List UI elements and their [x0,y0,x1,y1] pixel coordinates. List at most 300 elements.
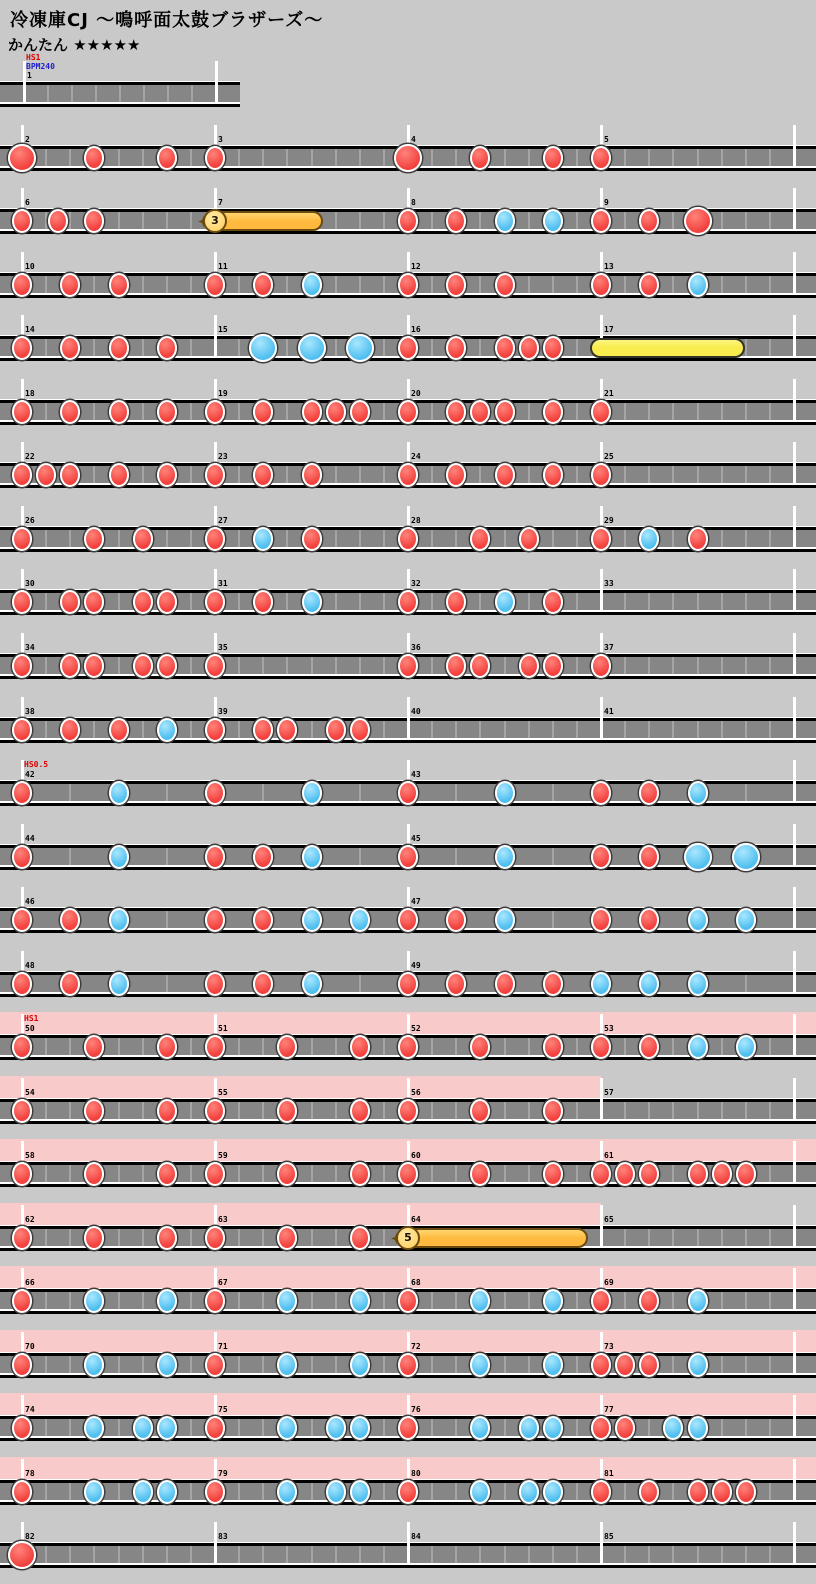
beat-gridline [238,403,240,420]
note-ka [495,590,515,614]
beat-gridline [286,466,288,483]
beat-gridline [672,1292,674,1309]
beat-gridline [69,1102,71,1119]
beat-gridline [238,1292,240,1309]
measure-number: 20 [411,389,421,398]
beat-gridline [383,403,385,420]
note-don [109,273,129,297]
note-don [84,1226,104,1250]
measure-lane [0,780,816,806]
beat-gridline [697,593,699,610]
beat-gridline [383,1356,385,1373]
beat-gridline [769,1356,771,1373]
note-don [736,1162,756,1186]
measure-number: 55 [218,1088,228,1097]
measure-line [600,697,603,740]
song-title: 冷凍庫CJ ～鳴呼面太鼓ブラザーズ～ [10,10,324,31]
beat-gridline [118,657,120,674]
note-don [60,336,80,360]
beat-gridline [93,276,95,293]
note-don [205,972,225,996]
note-don [446,273,466,297]
beat-gridline [504,1292,506,1309]
beat-gridline [45,593,47,610]
beat-gridline [142,1038,144,1055]
beat-gridline [335,339,337,356]
beat-gridline [769,1483,771,1500]
beat-gridline [286,149,288,166]
beat-gridline [528,721,530,738]
beat-gridline [166,784,168,801]
note-don [591,1353,611,1377]
note-don [398,908,418,932]
measure-lane [0,335,816,361]
note-don [446,590,466,614]
note-don [398,1162,418,1186]
beat-gridline [648,1102,650,1119]
note-don [591,527,611,551]
note-don [157,146,177,170]
beat-gridline [745,276,747,293]
note-ka [470,1480,490,1504]
beat-gridline [286,1546,288,1563]
measure-lane [0,844,816,870]
beat-gridline [190,1292,192,1309]
beat-gridline [311,1546,313,1563]
beat-gridline [479,721,481,738]
measure-number: 28 [411,516,421,525]
beat-gridline [45,1292,47,1309]
measure-line [793,1522,796,1565]
beat-gridline [69,848,71,865]
note-ka [350,1353,370,1377]
note-don [205,1099,225,1123]
beat-gridline [45,1483,47,1500]
note-don [157,1099,177,1123]
beat-gridline [576,1483,578,1500]
beat-gridline [479,212,481,229]
beat-gridline [745,466,747,483]
beat-gridline [359,975,361,992]
note-don [543,972,563,996]
beat-gridline [118,149,120,166]
beat-gridline [262,1419,264,1436]
beat-gridline [238,721,240,738]
note-don [12,590,32,614]
beat-gridline [166,276,168,293]
beat-gridline [528,1292,530,1309]
beat-gridline [142,339,144,356]
note-ka [109,972,129,996]
note-don [205,1035,225,1059]
measure-line [600,1078,603,1121]
beat-gridline [383,1102,385,1119]
beat-gridline [190,1419,192,1436]
measure-number: 59 [218,1151,228,1160]
beat-gridline [383,530,385,547]
measure-line [793,442,796,485]
note-don [277,1226,297,1250]
beat-gridline [528,1102,530,1119]
note-don [543,400,563,424]
beat-gridline [672,1483,674,1500]
note-don [84,527,104,551]
beat-gridline [504,530,506,547]
note-don [446,209,466,233]
beat-gridline [576,466,578,483]
measure-line [600,1205,603,1248]
beat-gridline [576,721,578,738]
note-don [12,1162,32,1186]
balloon-count: 3 [203,209,227,233]
beat-gridline [745,593,747,610]
note-ka [688,781,708,805]
beat-gridline [745,657,747,674]
beat-gridline [721,466,723,483]
note-don [398,590,418,614]
beat-gridline [167,85,169,102]
hs-label: HS1 [26,53,41,62]
note-ka [470,1416,490,1440]
measure-number: 2 [25,135,30,144]
measure-number: 16 [411,325,421,334]
note-don [253,463,273,487]
note-don [253,845,273,869]
beat-gridline [576,657,578,674]
beat-gridline [624,466,626,483]
measure-number: 1 [27,71,32,80]
note-ka [109,781,129,805]
note-don [543,336,563,360]
note-don [12,1353,32,1377]
note-don [60,972,80,996]
measure-number: 30 [25,579,35,588]
note-don [205,1480,225,1504]
beat-gridline [769,339,771,356]
beat-gridline [311,1102,313,1119]
note-don [60,718,80,742]
note-ka [663,1416,683,1440]
note-don [470,146,490,170]
note-don [36,463,56,487]
note-don [60,463,80,487]
beat-gridline [335,1165,337,1182]
note-don [205,781,225,805]
note-don [205,400,225,424]
measure-number: 52 [411,1024,421,1033]
beat-gridline [697,1546,699,1563]
beat-gridline [119,85,121,102]
note-ka [519,1480,539,1504]
beat-gridline [672,530,674,547]
note-don [446,654,466,678]
note-don [253,590,273,614]
measure-number: 24 [411,452,421,461]
beat-gridline [311,1165,313,1182]
beat-gridline [431,212,433,229]
note-don [543,1099,563,1123]
beat-gridline [721,1546,723,1563]
beat-gridline [672,1356,674,1373]
measure-line [407,697,410,740]
beat-gridline [311,1038,313,1055]
note-don [157,1035,177,1059]
beat-gridline [504,1356,506,1373]
note-don [205,1162,225,1186]
note-don [12,718,32,742]
note-ka [543,1289,563,1313]
measure-number: 72 [411,1342,421,1351]
measure-number: 73 [604,1342,614,1351]
beat-gridline [431,1356,433,1373]
measure-number: 31 [218,579,228,588]
note-don-big [8,1541,36,1569]
measure-line [600,1522,603,1565]
beat-gridline [624,403,626,420]
beat-gridline [697,657,699,674]
beat-gridline [118,1419,120,1436]
beat-gridline [576,1102,578,1119]
note-ka [277,1416,297,1440]
beat-gridline [359,784,361,801]
note-ka [543,1480,563,1504]
beat-gridline [286,403,288,420]
measure-number: 68 [411,1278,421,1287]
beat-gridline [262,1229,264,1246]
note-ka [639,527,659,551]
note-don [157,654,177,678]
beat-gridline [45,1229,47,1246]
beat-gridline [479,339,481,356]
note-ka-big [732,843,760,871]
beat-gridline [335,1292,337,1309]
measure-lane [0,653,816,679]
beat-gridline [190,149,192,166]
beat-gridline [69,149,71,166]
note-don [591,1035,611,1059]
note-don [205,845,225,869]
measure-number: 67 [218,1278,228,1287]
measure-number: 69 [604,1278,614,1287]
measure-number: 71 [218,1342,228,1351]
note-ka [688,1289,708,1313]
beat-gridline [238,1102,240,1119]
measure-lane [0,1479,816,1505]
note-don [157,400,177,424]
note-don [398,463,418,487]
beat-gridline [504,1483,506,1500]
note-don [253,400,273,424]
beat-gridline [455,1483,457,1500]
measure-line [214,1522,217,1565]
beat-gridline [286,276,288,293]
note-ka [688,273,708,297]
bpm-label: BPM240 [26,62,55,71]
note-don [615,1162,635,1186]
beat-gridline [262,784,264,801]
note-don [12,908,32,932]
beat-gridline [118,1546,120,1563]
beat-gridline [431,149,433,166]
beat-gridline [504,1102,506,1119]
note-don-big [394,144,422,172]
beat-gridline [45,403,47,420]
measure-number: 4 [411,135,416,144]
beat-gridline [648,1229,650,1246]
note-don [157,1162,177,1186]
note-don-big [684,207,712,235]
beat-gridline [672,593,674,610]
note-don [591,1289,611,1313]
beat-gridline [624,1102,626,1119]
note-don [446,463,466,487]
note-ka [639,972,659,996]
note-don [398,1416,418,1440]
balloon-count: 5 [396,1226,420,1250]
beat-gridline [624,1483,626,1500]
beat-gridline [769,1419,771,1436]
measure-lane [0,526,816,552]
note-don [277,1162,297,1186]
measure-line [793,1141,796,1184]
note-don [350,1226,370,1250]
beat-gridline [93,1546,95,1563]
note-don [350,400,370,424]
beat-gridline [504,1038,506,1055]
beat-gridline [721,1038,723,1055]
beat-gridline [721,657,723,674]
beat-gridline [69,1356,71,1373]
beat-gridline [190,212,192,229]
beat-gridline [45,1165,47,1182]
beat-gridline [262,1546,264,1563]
measure-line [793,125,796,168]
note-don [543,590,563,614]
beat-gridline [45,1419,47,1436]
measure-number: 48 [25,961,35,970]
beat-gridline [576,1356,578,1373]
beat-gridline [383,212,385,229]
note-don [591,1162,611,1186]
measure-number: 29 [604,516,614,525]
beat-gridline [262,1038,264,1055]
beat-gridline [721,1102,723,1119]
measure-number: 32 [411,579,421,588]
beat-gridline [95,85,97,102]
measure-number: 61 [604,1151,614,1160]
beat-gridline [576,1419,578,1436]
beat-gridline [359,593,361,610]
measure-number: 12 [411,262,421,271]
beat-gridline [431,466,433,483]
beat-gridline [238,657,240,674]
beat-gridline [383,1483,385,1500]
beat-gridline [576,339,578,356]
beat-gridline [431,1546,433,1563]
beat-gridline [455,1356,457,1373]
measure-number: 26 [25,516,35,525]
measure-number: 7 [218,198,223,207]
note-don [350,1099,370,1123]
note-don [446,972,466,996]
beat-gridline [383,466,385,483]
beat-gridline [624,212,626,229]
beat-gridline [383,149,385,166]
beat-gridline [383,1292,385,1309]
beat-gridline [455,1546,457,1563]
note-ka [495,781,515,805]
beat-gridline [335,1038,337,1055]
measure-number: 46 [25,897,35,906]
note-don [639,1480,659,1504]
beat-gridline [69,1229,71,1246]
measure-lane [0,145,816,171]
measure-number: 36 [411,643,421,652]
beat-gridline [359,1546,361,1563]
note-ka [302,590,322,614]
note-don [398,273,418,297]
beat-gridline [745,530,747,547]
note-don [712,1162,732,1186]
measure-lane [0,1352,816,1378]
beat-gridline [455,784,457,801]
measure-lane [0,589,816,615]
beat-gridline [69,212,71,229]
beat-gridline [190,276,192,293]
measure-number: 18 [25,389,35,398]
beat-gridline [504,1419,506,1436]
beat-gridline [118,530,120,547]
beat-gridline [335,1102,337,1119]
beat-gridline [45,721,47,738]
note-ka [326,1480,346,1504]
beat-gridline [93,466,95,483]
measure-number: 57 [604,1088,614,1097]
beat-gridline [142,721,144,738]
measure-number: 35 [218,643,228,652]
beat-gridline [93,403,95,420]
beat-gridline [769,403,771,420]
beat-gridline [431,721,433,738]
measure-number: 65 [604,1215,614,1224]
beat-gridline [262,149,264,166]
measure-line [793,1078,796,1121]
note-don [591,654,611,678]
note-don [398,1035,418,1059]
note-don [84,1099,104,1123]
note-ka [326,1416,346,1440]
note-don [736,1480,756,1504]
note-don-big [8,144,36,172]
beat-gridline [455,1165,457,1182]
beat-gridline [745,212,747,229]
note-don [84,1035,104,1059]
beat-gridline [383,1038,385,1055]
beat-gridline [672,466,674,483]
beat-gridline [190,403,192,420]
beat-gridline [359,276,361,293]
note-ka [302,845,322,869]
note-don [253,273,273,297]
beat-gridline [479,276,481,293]
beat-gridline [142,1356,144,1373]
measure-lane [0,971,816,997]
note-don [398,1480,418,1504]
beat-gridline [45,1102,47,1119]
beat-gridline [648,593,650,610]
beat-gridline [238,1546,240,1563]
note-don [543,463,563,487]
